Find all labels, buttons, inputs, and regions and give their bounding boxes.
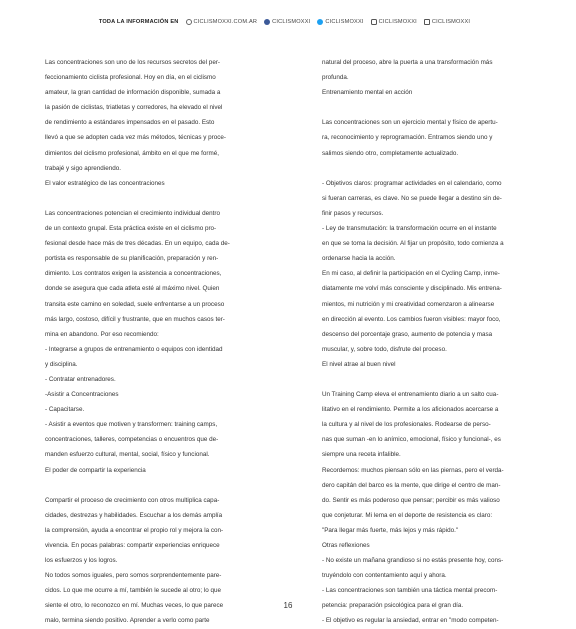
text-line: Compartir el proceso de crecimiento con otros multiplica capa- bbox=[45, 496, 220, 504]
text-line: vivencia. En pocas palabras: compartir experiencias enriquece bbox=[45, 542, 220, 549]
text-line: manden esfuerzo cultural, mental, social, físico y funcional. bbox=[45, 451, 210, 459]
text-line: donde se asegura que cada atleta esté al máximo nivel. Quien bbox=[45, 285, 220, 293]
text-line: malo, termina siendo positivo. Aprender a verlo como parte bbox=[45, 617, 210, 625]
text-line: dero capitán del barco es la mente, que dirige el centro de man- bbox=[322, 481, 501, 489]
text-line bbox=[45, 478, 245, 493]
header-bar bbox=[0, 15, 576, 29]
text-line: llevó a que se adopten cada vez más métodos, técnicas y proce- bbox=[45, 134, 226, 142]
text-line: profunda. bbox=[322, 74, 349, 82]
text-line: dimientos del ciclismo profesional, ámbito en el que me formé, bbox=[45, 149, 219, 157]
text-line: cidos. Lo que me ocurre a mí, también le sucede al otro; lo que bbox=[45, 587, 222, 595]
text-line: - El objetivo es regular la ansiedad, entrar en "modo competen- bbox=[322, 617, 499, 625]
text-line: los esfuerzos y los logros. bbox=[45, 557, 118, 565]
text-line: Otras reflexiones bbox=[322, 542, 370, 549]
text-line: No todos somos iguales, pero somos sorprendentemente pare- bbox=[45, 572, 222, 580]
text-line: Entrenamiento mental en acción bbox=[322, 89, 413, 97]
text-line: - Contratar entrenadores. bbox=[45, 375, 116, 383]
text-line: de un contexto grupal. Esta práctica existe en el ciclismo pro- bbox=[45, 225, 217, 233]
header-youtube-label: CICLISMOXXI bbox=[431, 19, 471, 25]
text-line: En mi caso, al definir la participación en el Cycling Camp, inme- bbox=[322, 270, 500, 278]
text-line: muscular, y, sobre todo, disfrute del proceso. bbox=[322, 345, 447, 353]
text-line: Las concentraciones son uno de los recursos secretos del per- bbox=[45, 59, 221, 66]
text-line: - Integrarse a grupos de entrenamiento o equipos con identidad bbox=[45, 345, 223, 353]
text-line: petencia: preparación psicológica para el gran día. bbox=[322, 602, 464, 610]
text-line: en que se toma la decisión. Al fijar un propósito, todo comienza a bbox=[322, 240, 504, 248]
youtube-icon bbox=[424, 19, 430, 25]
text-line: la comprensión, ayuda a encontrar el propio rol y mejora la con- bbox=[45, 526, 224, 534]
left-column bbox=[45, 55, 245, 629]
text-line: descenso del porcentaje graso, aumento de potencia y masa bbox=[322, 330, 493, 338]
text-line: - Capacitarse. bbox=[45, 406, 85, 414]
text-line: la pasión de ciclistas, triatletas y corredores, ha elevado el nivel bbox=[45, 104, 223, 112]
text-line: que conjeturar. Mi lema en el deporte de resistencia es claro: bbox=[322, 511, 493, 519]
web-icon bbox=[186, 19, 192, 25]
text-line: diatamente me volví más consciente y disciplinado. Mis entrena- bbox=[322, 285, 502, 293]
text-line: - Ley de transmutación: la transformación ocurre en el instante bbox=[322, 225, 497, 233]
text-line: - No existe un mañana grandioso si no estás presente hoy, cons- bbox=[322, 557, 504, 565]
facebook-icon bbox=[264, 19, 270, 25]
text-line: la cultura y al nivel de los profesionales. Rodearse de perso- bbox=[322, 421, 491, 429]
text-line bbox=[45, 191, 245, 206]
text-line: - Objetivos claros: programar actividades en el calendario, como bbox=[322, 179, 502, 187]
text-line: -Asistir a Concentraciones bbox=[45, 391, 119, 399]
text-line: ordenarse hacia la acción. bbox=[322, 255, 396, 263]
text-line: Recordemos: muchos piensan sólo en las piernas, pero el verda- bbox=[322, 466, 504, 474]
text-line: - Las concentraciones son también una táctica mental precom- bbox=[322, 587, 498, 595]
text-line bbox=[322, 161, 527, 176]
text-line: ra, reconocimiento y reprogramación. Entramos siendo uno y bbox=[322, 134, 493, 142]
text-line: mientos, mi nutrición y mi creatividad comenzaron a alinearse bbox=[322, 300, 495, 308]
text-line: siempre una receta infalible. bbox=[322, 451, 401, 459]
text-line: El nivel atrae al buen nivel bbox=[322, 360, 396, 368]
page-number: 16 bbox=[283, 601, 293, 610]
text-line: cidades, destrezas y habilidades. Escuchar a los demás amplía bbox=[45, 511, 223, 519]
text-line: Las concentraciones potencian el crecimiento individual dentro bbox=[45, 209, 221, 217]
text-line: más largo, costoso, difícil y frustrante, que en muchos casos ter- bbox=[45, 315, 225, 323]
instagram-icon bbox=[371, 19, 377, 25]
text-line: siente el otro, lo reconozco en mí. Muchas veces, lo que parece bbox=[45, 602, 224, 610]
header-facebook[interactable] bbox=[264, 19, 310, 25]
text-line: - Asistir a eventos que motiven y transformen: training camps, bbox=[45, 421, 218, 429]
text-line: amateur, la gran cantidad de información disponible, sumada a bbox=[45, 89, 221, 97]
header-twitter[interactable] bbox=[317, 19, 363, 25]
header-twitter-label: CICLISMOXXI bbox=[325, 19, 364, 25]
text-line: feccionamiento ciclista profesional. Hoy en día, en el ciclismo bbox=[45, 74, 216, 82]
text-line: Un Training Camp eleva el entrenamiento diario a un salto cua- bbox=[322, 391, 499, 399]
text-line: nas que suman -en lo anímico, emocional, físico y funcional-, es bbox=[322, 436, 501, 444]
text-line: finir pasos y recursos. bbox=[322, 209, 384, 217]
text-line: de rendimiento a estándares impensados en el pasado. Esto bbox=[45, 119, 215, 127]
text-line: do. Sentir es más poderoso que pensar; percibir es más valioso bbox=[322, 496, 500, 504]
text-line: portista es responsable de su planificación, preparación y ren- bbox=[45, 255, 219, 263]
header-instagram[interactable] bbox=[371, 19, 417, 25]
text-line: natural del proceso, abre la puerta a una transformación más bbox=[322, 59, 493, 66]
text-line: concentraciones, talleres, competencias o encuentros que de- bbox=[45, 436, 219, 444]
text-line: trabajé y sigo aprendiendo. bbox=[45, 164, 121, 172]
header-website[interactable] bbox=[186, 19, 258, 25]
text-line: Las concentraciones son un ejercicio mental y físico de apertu- bbox=[322, 119, 498, 127]
header-lead: TODA LA INFORMACIÓN EN bbox=[98, 19, 179, 25]
header-instagram-label: CICLISMOXXI bbox=[378, 19, 417, 25]
right-column bbox=[322, 55, 527, 629]
text-line: truyéndolo con contentamiento aquí y ahora. bbox=[322, 572, 447, 580]
text-line: dimiento. Los contratos exigen la asistencia a concentraciones, bbox=[45, 270, 222, 278]
header-website-label: CICLISMOXXI.COM.AR bbox=[193, 19, 258, 25]
text-line: mina en abandono. Por eso recomiendo: bbox=[45, 330, 159, 338]
text-line: y disciplina. bbox=[45, 360, 78, 368]
text-line: salimos siendo otro, completamente actualizado. bbox=[322, 149, 459, 157]
text-line: en dirección al evento. Los cambios fueron visibles: mayor foco, bbox=[322, 315, 501, 323]
text-line: transita este camino en soledad, suele enfrentarse a un proceso bbox=[45, 300, 225, 308]
header-facebook-label: CICLISMOXXI bbox=[272, 19, 311, 25]
text-line: El poder de compartir la experiencia bbox=[45, 466, 146, 474]
text-line: "Para llegar más fuerte, más lejos y más rápido." bbox=[322, 526, 459, 534]
text-line: litativo en el rendimiento. Permite a los aficionados acercarse a bbox=[322, 406, 499, 414]
text-line: El valor estratégico de las concentraciones bbox=[45, 179, 165, 187]
text-line bbox=[322, 372, 527, 387]
text-line: si fueran carreras, es clave. No se puede llegar a destino sin de- bbox=[322, 194, 502, 202]
text-line bbox=[322, 100, 527, 115]
header-youtube[interactable] bbox=[424, 19, 470, 25]
text-line: fesional desde hace más de tres décadas. En un equipo, cada de- bbox=[45, 240, 230, 248]
twitter-icon bbox=[317, 19, 323, 25]
